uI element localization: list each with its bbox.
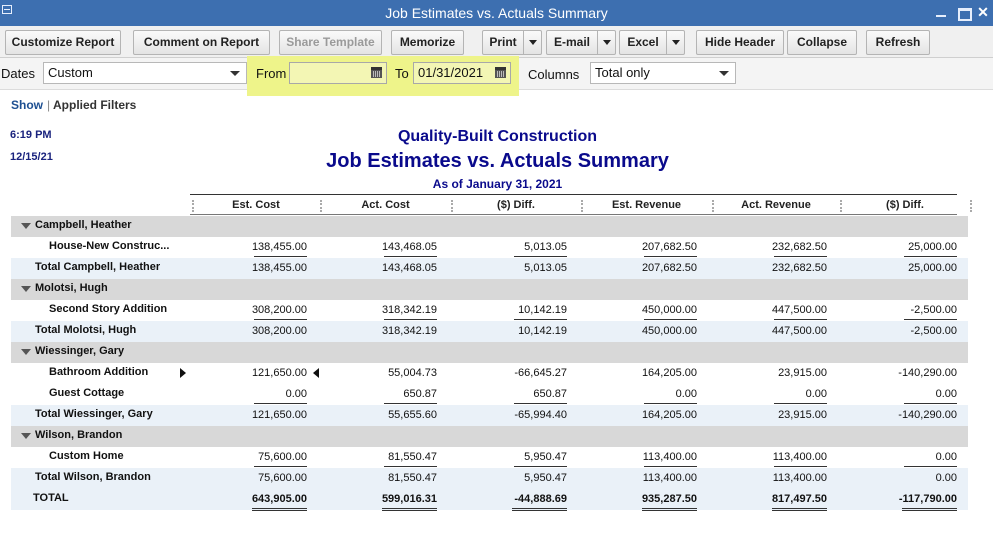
row-label: TOTAL <box>33 492 69 504</box>
dates-label: Dates <box>1 66 35 81</box>
print-label: Print <box>489 35 517 49</box>
report-time: 6:19 PM <box>10 129 52 141</box>
column-header[interactable]: Act. Cost <box>361 199 410 211</box>
cell-value[interactable]: 121,650.00 <box>251 409 307 421</box>
column-header[interactable]: ($) Diff. <box>497 199 535 211</box>
cell-value[interactable]: 113,400.00 <box>772 472 827 484</box>
cell-value[interactable]: 0.00 <box>805 388 827 400</box>
group-row[interactable] <box>11 279 968 300</box>
cell-value[interactable]: 5,013.05 <box>524 241 567 253</box>
cell-value[interactable]: 450,000.00 <box>641 325 697 337</box>
cell-value[interactable]: -140,290.00 <box>898 367 957 379</box>
to-date-field[interactable] <box>413 62 511 84</box>
subtotal-underline <box>904 319 957 320</box>
subtotal-underline <box>514 466 567 467</box>
row-label: Campbell, Heather <box>35 219 132 231</box>
column-header[interactable]: ($) Diff. <box>886 199 924 211</box>
cell-value[interactable]: 0.00 <box>935 388 957 400</box>
calendar-icon[interactable] <box>371 67 382 78</box>
subtotal-underline <box>384 466 437 467</box>
cell-value[interactable]: 113,400.00 <box>642 472 697 484</box>
subtotal-underline <box>514 256 567 257</box>
subtotal-underline <box>254 466 307 467</box>
cell-value[interactable]: 143,468.05 <box>381 241 437 253</box>
report-title: Job Estimates vs. Actuals Summary <box>326 150 669 172</box>
cell-value[interactable]: 0.00 <box>935 472 957 484</box>
dates-value: Custom <box>48 65 93 80</box>
cell-value[interactable]: 599,016.31 <box>381 493 437 505</box>
cell-value[interactable]: 450,000.00 <box>641 304 697 316</box>
header-top-rule <box>190 194 957 195</box>
group-row[interactable] <box>11 426 968 447</box>
cell-value[interactable]: -2,500.00 <box>910 325 957 337</box>
cell-value[interactable]: 164,205.00 <box>641 367 697 379</box>
cell-value[interactable]: 935,287.50 <box>641 493 697 505</box>
subtotal-underline <box>254 403 307 404</box>
cell-value[interactable]: 650.87 <box>533 388 567 400</box>
grand-total-double-underline <box>772 508 827 511</box>
grand-total-double-underline <box>512 508 567 511</box>
subtotal-underline <box>384 319 437 320</box>
cell-value[interactable]: 447,500.00 <box>771 304 827 316</box>
collapse-button[interactable]: Collapse <box>787 30 857 55</box>
refresh-button[interactable]: Refresh <box>866 30 930 55</box>
cell-value[interactable]: 5,013.05 <box>524 262 567 274</box>
column-header[interactable]: Act. Revenue <box>741 199 811 211</box>
cell-value[interactable]: 5,950.47 <box>524 451 567 463</box>
chevron-down-icon <box>719 71 729 76</box>
calendar-icon[interactable] <box>495 67 506 78</box>
cell-value[interactable]: -117,790.00 <box>898 493 957 505</box>
subtotal-underline <box>774 403 827 404</box>
cell-value[interactable]: 143,468.05 <box>381 262 437 274</box>
cell-value[interactable]: 75,600.00 <box>258 472 307 484</box>
cell-value[interactable]: 164,205.00 <box>641 409 697 421</box>
grand-total-double-underline <box>252 508 307 511</box>
column-resize-handle[interactable] <box>451 200 453 212</box>
chevron-down-icon <box>230 71 240 76</box>
row-label: Total Wilson, Brandon <box>35 471 151 483</box>
title-bar <box>0 0 993 26</box>
subtotal-underline <box>644 256 697 257</box>
group-row[interactable] <box>11 342 968 363</box>
subtotal-underline <box>514 403 567 404</box>
dates-select[interactable] <box>43 62 247 84</box>
email-label: E-mail <box>553 35 590 49</box>
memorize-button[interactable]: Memorize <box>391 30 464 55</box>
excel-button[interactable] <box>619 30 685 55</box>
subtotal-underline <box>254 319 307 320</box>
close-icon[interactable]: ✕ <box>977 4 989 20</box>
report-date: 12/15/21 <box>10 151 53 163</box>
row-label: Guest Cottage <box>49 387 125 399</box>
cell-value[interactable]: 81,550.47 <box>388 472 437 484</box>
cell-value[interactable]: -140,290.00 <box>898 409 957 421</box>
cell-value[interactable]: 10,142.19 <box>518 304 567 316</box>
column-resize-handle[interactable] <box>840 200 842 212</box>
cell-value[interactable]: 23,915.00 <box>778 409 827 421</box>
cell-value[interactable]: 5,950.47 <box>524 472 567 484</box>
company-name: Quality-Built Construction <box>397 128 598 145</box>
subtotal-underline <box>514 319 567 320</box>
grand-total-double-underline <box>382 508 437 511</box>
row-label: House-New Construc... <box>49 240 170 252</box>
subtotal-underline <box>904 256 957 257</box>
grand-total-double-underline <box>642 508 697 511</box>
row-label: Total Molotsi, Hugh <box>35 324 137 336</box>
subtotal-underline <box>384 403 437 404</box>
print-button[interactable] <box>482 30 542 55</box>
grand-total-double-underline <box>902 508 957 511</box>
cell-value[interactable]: 232,682.50 <box>771 241 827 253</box>
row-label: Molotsi, Hugh <box>35 282 108 294</box>
cell-value[interactable]: 113,400.00 <box>642 451 697 463</box>
row-label: Wilson, Brandon <box>35 429 123 441</box>
cell-value[interactable]: 10,142.19 <box>518 325 567 337</box>
column-resize-handle[interactable] <box>192 200 194 212</box>
share-template-button[interactable]: Share Template <box>279 30 382 55</box>
filters-separator: | <box>47 98 51 112</box>
collapse-triangle-icon[interactable] <box>21 433 31 439</box>
subtotal-underline <box>644 466 697 467</box>
cell-value[interactable]: 55,655.60 <box>388 409 437 421</box>
report-subtitle: As of January 31, 2021 <box>432 177 563 191</box>
row-label: Total Wiessinger, Gary <box>35 408 153 420</box>
column-header[interactable]: Est. Revenue <box>611 199 682 211</box>
print-dropdown-icon[interactable] <box>523 31 541 54</box>
subtotal-underline <box>644 403 697 404</box>
comment-on-report-button[interactable]: Comment on Report <box>133 30 270 55</box>
excel-dropdown-icon[interactable] <box>666 31 684 54</box>
customize-report-button[interactable]: Customize Report <box>5 30 121 55</box>
email-button[interactable] <box>546 30 616 55</box>
from-label: From <box>256 66 287 81</box>
header-bottom-rule <box>190 214 957 215</box>
cell-value[interactable]: 25,000.00 <box>908 241 957 253</box>
cell-value[interactable]: 138,455.00 <box>251 241 307 253</box>
column-resize-handle[interactable] <box>320 200 322 212</box>
subtotal-underline <box>774 256 827 257</box>
cell-value[interactable]: 138,455.00 <box>251 262 307 274</box>
collapse-triangle-icon[interactable] <box>21 349 31 355</box>
hide-header-button[interactable]: Hide Header <box>696 30 784 55</box>
cell-value[interactable]: 75,600.00 <box>258 451 307 463</box>
column-resize-handle[interactable] <box>712 200 714 212</box>
email-dropdown-icon[interactable] <box>597 31 615 54</box>
cell-value[interactable]: 318,342.19 <box>381 325 437 337</box>
cell-value[interactable]: 0.00 <box>285 388 307 400</box>
subtotal-underline <box>774 319 827 320</box>
columns-value: Total only <box>595 65 650 80</box>
report-toolbar <box>0 26 993 58</box>
cell-value[interactable]: 308,200.00 <box>251 304 307 316</box>
column-resize-handle[interactable] <box>581 200 583 212</box>
to-date-value: 01/31/2021 <box>418 65 484 80</box>
cell-value[interactable]: -44,888.69 <box>514 493 567 505</box>
cell-value[interactable]: 232,682.50 <box>771 262 827 274</box>
cell-value[interactable]: -66,645.27 <box>514 367 567 379</box>
column-resize-handle[interactable] <box>970 200 972 212</box>
column-header[interactable]: Est. Cost <box>232 199 280 211</box>
row-pointer-right-icon <box>180 368 186 378</box>
cell-value[interactable]: 308,200.00 <box>251 325 307 337</box>
excel-label: Excel <box>627 35 659 49</box>
row-label: Wiessinger, Gary <box>35 345 125 357</box>
row-label: Bathroom Addition <box>49 366 149 378</box>
cell-value[interactable]: 817,497.50 <box>771 493 827 505</box>
cell-value[interactable]: 650.87 <box>403 388 437 400</box>
cell-value[interactable]: 121,650.00 <box>251 367 307 379</box>
applied-filters-label: Applied Filters <box>53 98 137 112</box>
cell-value[interactable]: -2,500.00 <box>910 304 957 316</box>
maximize-icon[interactable] <box>955 4 971 20</box>
from-date-field[interactable] <box>289 62 387 84</box>
cell-value[interactable]: 318,342.19 <box>381 304 437 316</box>
columns-label: Columns <box>528 67 580 82</box>
cell-value[interactable]: -65,994.40 <box>514 409 567 421</box>
cell-value[interactable]: 207,682.50 <box>641 241 697 253</box>
cell-value[interactable]: 0.00 <box>935 451 957 463</box>
cell-value[interactable]: 207,682.50 <box>641 262 697 274</box>
cell-value[interactable]: 0.00 <box>675 388 697 400</box>
cell-value[interactable]: 23,915.00 <box>778 367 827 379</box>
row-label: Custom Home <box>49 450 124 462</box>
cell-value[interactable]: 643,905.00 <box>251 493 307 505</box>
subtotal-underline <box>254 256 307 257</box>
subtotal-underline <box>774 466 827 467</box>
columns-select[interactable] <box>590 62 736 84</box>
cell-value[interactable]: 55,004.73 <box>388 367 437 379</box>
collapse-triangle-icon[interactable] <box>21 286 31 292</box>
cell-value[interactable]: 113,400.00 <box>772 451 827 463</box>
cell-value[interactable]: 81,550.47 <box>388 451 437 463</box>
row-pointer-left-icon <box>313 368 319 378</box>
collapse-triangle-icon[interactable] <box>21 223 31 229</box>
subtotal-underline <box>644 319 697 320</box>
group-row[interactable] <box>11 216 968 237</box>
show-filters-link[interactable]: Show <box>11 98 43 112</box>
subtotal-underline <box>904 403 957 404</box>
subtotal-underline <box>384 256 437 257</box>
window-title: Job Estimates vs. Actuals Summary <box>385 5 608 21</box>
row-label: Second Story Addition <box>49 303 168 315</box>
subtotal-underline <box>904 466 957 467</box>
to-label: To <box>395 66 409 81</box>
cell-value[interactable]: 25,000.00 <box>908 262 957 274</box>
row-label: Total Campbell, Heather <box>35 261 161 273</box>
minimize-icon[interactable] <box>933 4 949 20</box>
cell-value[interactable]: 447,500.00 <box>771 325 827 337</box>
